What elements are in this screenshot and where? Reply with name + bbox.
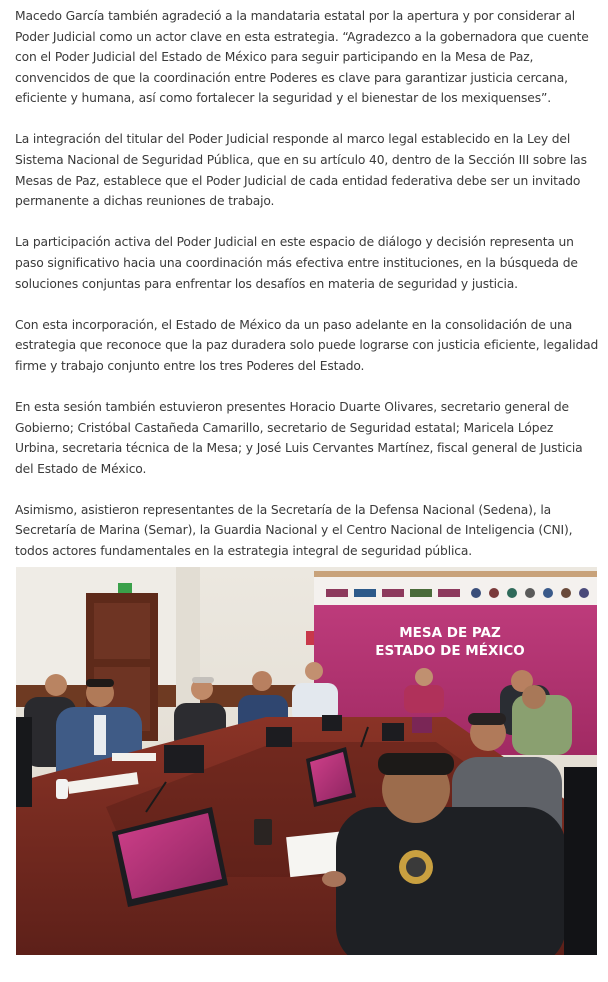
paper [112,753,156,761]
article-paragraph: La integración del titular del Poder Judicial responde al marco legal establecido en la Ley del Sistema Nacional de Seguridad Pública, que en su artículo 40, dentro de la Sección III sobre las Mesas de Paz, establece que el Poder Judicial de cada entidad federativa debe ser un invitado permanente a dichas reuniones de trabajo. [15,132,587,209]
logo-mark [525,588,535,598]
article-paragraph: Con esta incorporación, el Estado de México da un paso adelante en la consolidación de una estrategia que reconoce que la paz duradera solo puede lograrse con justicia eficiente, legalidad firme y trabajo conjunto entre los tres Poderes del Estado. [15,317,599,373]
logo-mark [354,589,376,597]
door-panel [94,603,150,659]
logo-mark [471,588,481,598]
logo-mark [382,589,404,597]
banner-title-line1: MESA DE PAZ [399,625,501,641]
article-paragraph: Macedo García también agradeció a la mandataria estatal por la apertura y por considerar al Poder Judicial como un actor clave en esta estrategia. “Agradezco a la gobernadora que cuente con el Poder Judicial del Estado de México para seguir participando en la Mesa de Paz, convencidos de que la coordinación entre Poderes es clave para garantizar justicia cercana, eficiente y humana, así como fortalecer la seguridad y el bienestar de los mexiquenses”. [15,9,589,106]
meeting-photo-illustration [16,567,597,955]
coffee-cup [254,819,272,845]
water-cup [56,779,68,799]
meeting-photo [16,567,597,955]
logo-mark [438,589,460,597]
logo-mark [561,588,571,598]
wall-sign [306,631,314,645]
article-paragraph: La participación activa del Poder Judicial en este espacio de diálogo y decisión representa un paso significativo hacia una coordinación más efectiva entre instituciones, en la búsqueda de soluciones conjuntas para enfrentar los desafíos en materia de seguridad y justicia. [15,235,578,291]
logo-mark [326,589,348,597]
article-body [15,6,599,582]
logo-mark [579,588,589,598]
article-paragraph: En esta sesión también estuvieron presentes Horacio Duarte Olivares, secretario general de Gobierno; Cristóbal Castañeda Camarillo, secretario de Seguridad estatal; Maricela López Urbina, secretaria técnica de la Mesa; y José Luis Cervantes Martínez, fiscal general de Justicia del Estado de México. [15,399,583,476]
logo-mark [489,588,499,598]
logo-mark [507,588,517,598]
logo-mark [410,589,432,597]
logo-mark [543,588,553,598]
article-paragraph: Asimismo, asistieron representantes de la Secretaría de la Defensa Nacional (Sedena), la Secretaría de Marina (Semar), la Guardia Nacional y el Centro Nacional de Inteligencia (CNI), todos actores fundamentales en la estrategia integral de seguridad pública. [15,502,573,558]
chair [564,767,597,955]
banner-title-line2: ESTADO DE MÉXICO [375,643,525,659]
logo-strip-top [314,571,597,577]
chair [16,717,32,807]
exit-sign [118,583,132,593]
